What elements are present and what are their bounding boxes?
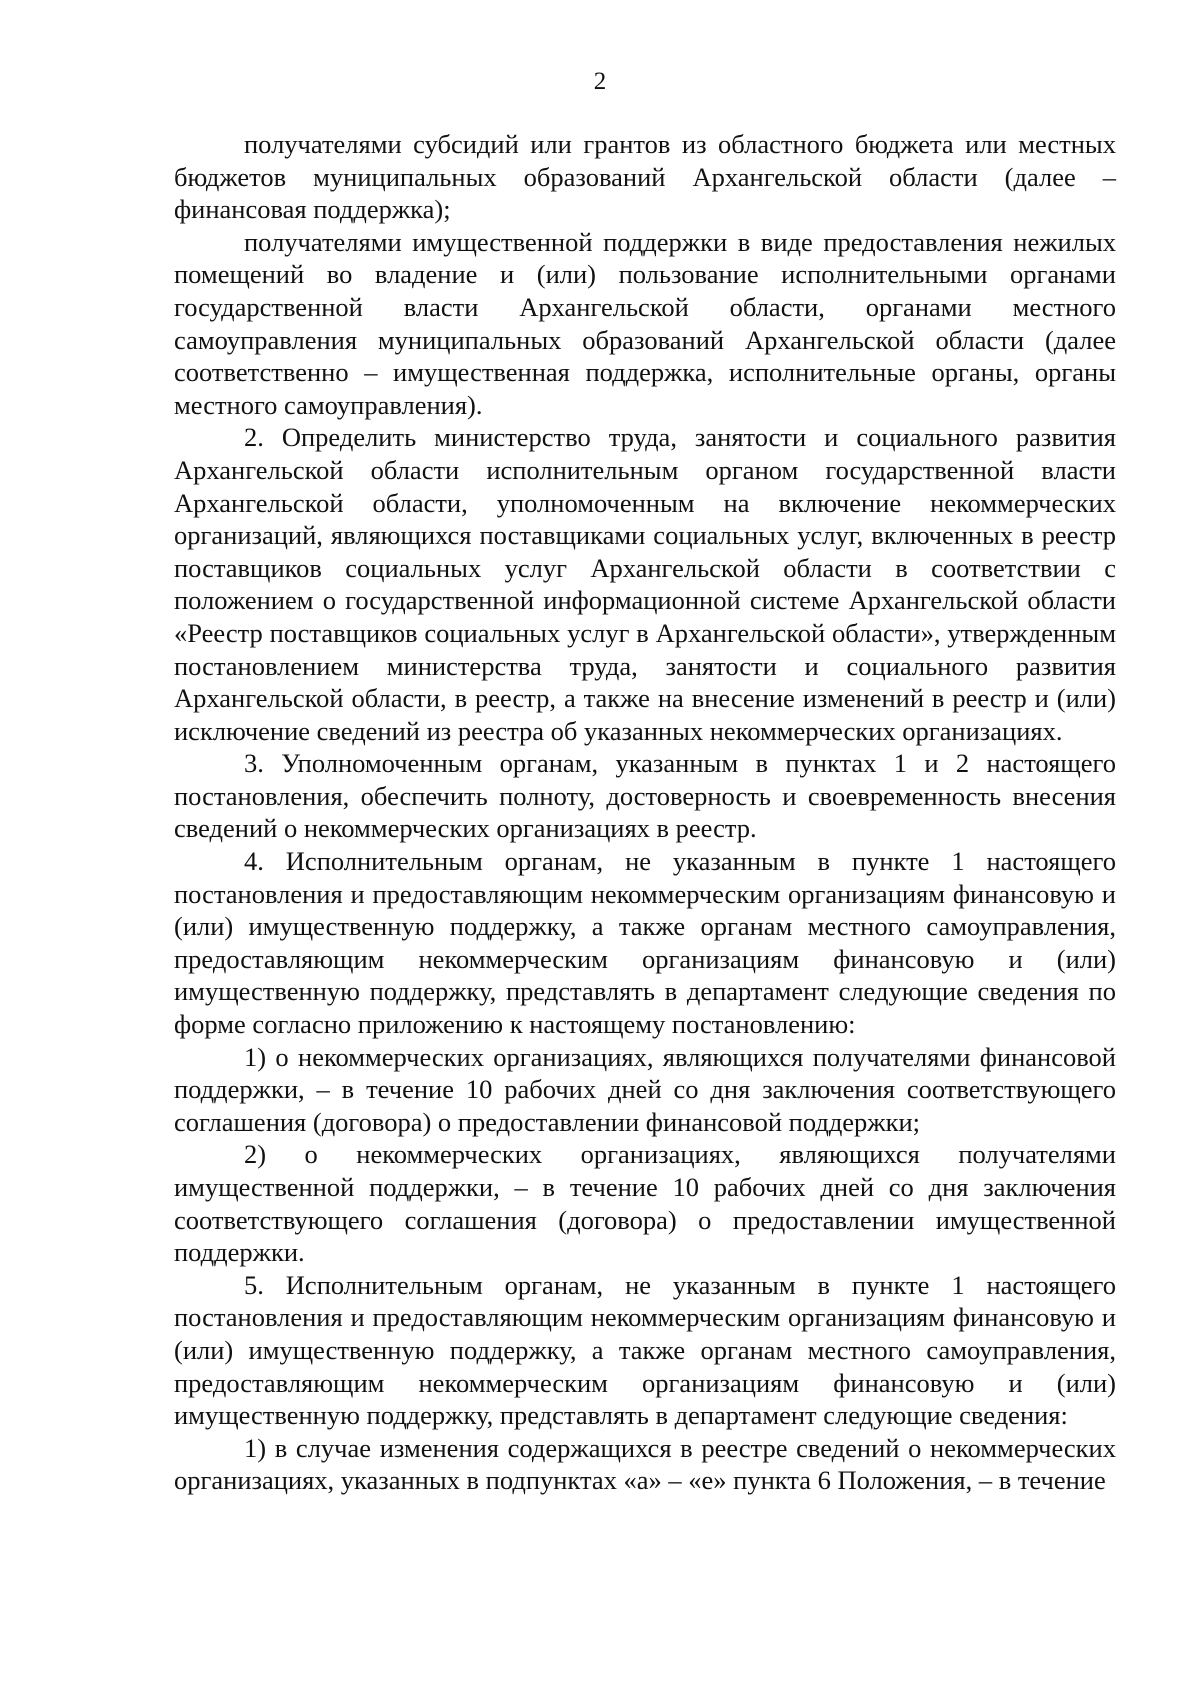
- paragraph-item-2: 2. Определить министерство труда, занятости и социального развития Архангельской области исполнительным органом государственной власти Архангельской области, уполномоченным на включение некоммерческих организаций, являющихся поставщиками социальных услуг, включенных в реестр поставщиков социальных услуг Архангельской области в соответствии с положением о государственной информационной системе Архангельской области «Реестр поставщиков социальных услуг в Архангельской области», утвержденным постановлением министерства труда, занятости и социального развития Архангельской области, в реестр, а также на внесение изменений в реестр и (или) исключение сведений из реестра об указанных некоммерческих организациях.: [174, 422, 1116, 746]
- page-number: 2: [593, 68, 607, 95]
- document-body: [174, 128, 1116, 1497]
- paragraph-item-3: 3. Уполномоченным органам, указанным в пунктах 1 и 2 настоящего постановления, обеспечить полноту, достоверность и своевременность внесения сведений о некоммерческих организациях в реестр.: [174, 748, 1116, 844]
- paragraph-item-4-sub-1: 1) о некоммерческих организациях, являющихся получателями финансовой поддержки, – в течение 10 рабочих дней со дня заключения соответствующего соглашения (договора) о предоставлении финансовой поддержки;: [174, 1041, 1116, 1137]
- paragraph-continuation-financial-support: получателями субсидий или грантов из областного бюджета или местных бюджетов муниципальных образований Архангельской области (далее – финансовая поддержка);: [174, 129, 1116, 225]
- paragraph-item-5-sub-1: 1) в случае изменения содержащихся в реестре сведений о некоммерческих организациях, указанных в подпунктах «а» – «е» пункта 6 Положения, – в течение: [174, 1432, 1116, 1496]
- paragraph-item-4-sub-2: 2) о некоммерческих организациях, являющихся получателями имущественной поддержки, – в течение 10 рабочих дней со дня заключения соответствующего соглашения (договора) о предоставлении имущественной поддержки.: [174, 1139, 1116, 1268]
- paragraph-item-5: 5. Исполнительным органам, не указанным в пункте 1 настоящего постановления и предоставляющим некоммерческим организациям финансовую и (или) имущественную поддержку, а также органам местного самоуправления, предоставляющим некоммерческим организациям финансовую и (или) имущественную поддержку, представлять в департамент следующие сведения:: [174, 1269, 1116, 1431]
- paragraph-item-4: 4. Исполнительным органам, не указанным в пункте 1 настоящего постановления и предоставляющим некоммерческим организациям финансовую и (или) имущественную поддержку, а также органам местного самоуправления, предоставляющим некоммерческим организациям финансовую и (или) имущественную поддержку, представлять в департамент следующие сведения по форме согласно приложению к настоящему постановлению:: [174, 846, 1116, 1040]
- paragraph-property-support: получателями имущественной поддержки в виде предоставления нежилых помещений во владение и (или) пользование исполнительными органами государственной власти Архангельской области, органами местного самоуправления муниципальных образований Архангельской области (далее соответственно – имущественная поддержка, исполнительные органы, органы местного самоуправления).: [174, 226, 1116, 420]
